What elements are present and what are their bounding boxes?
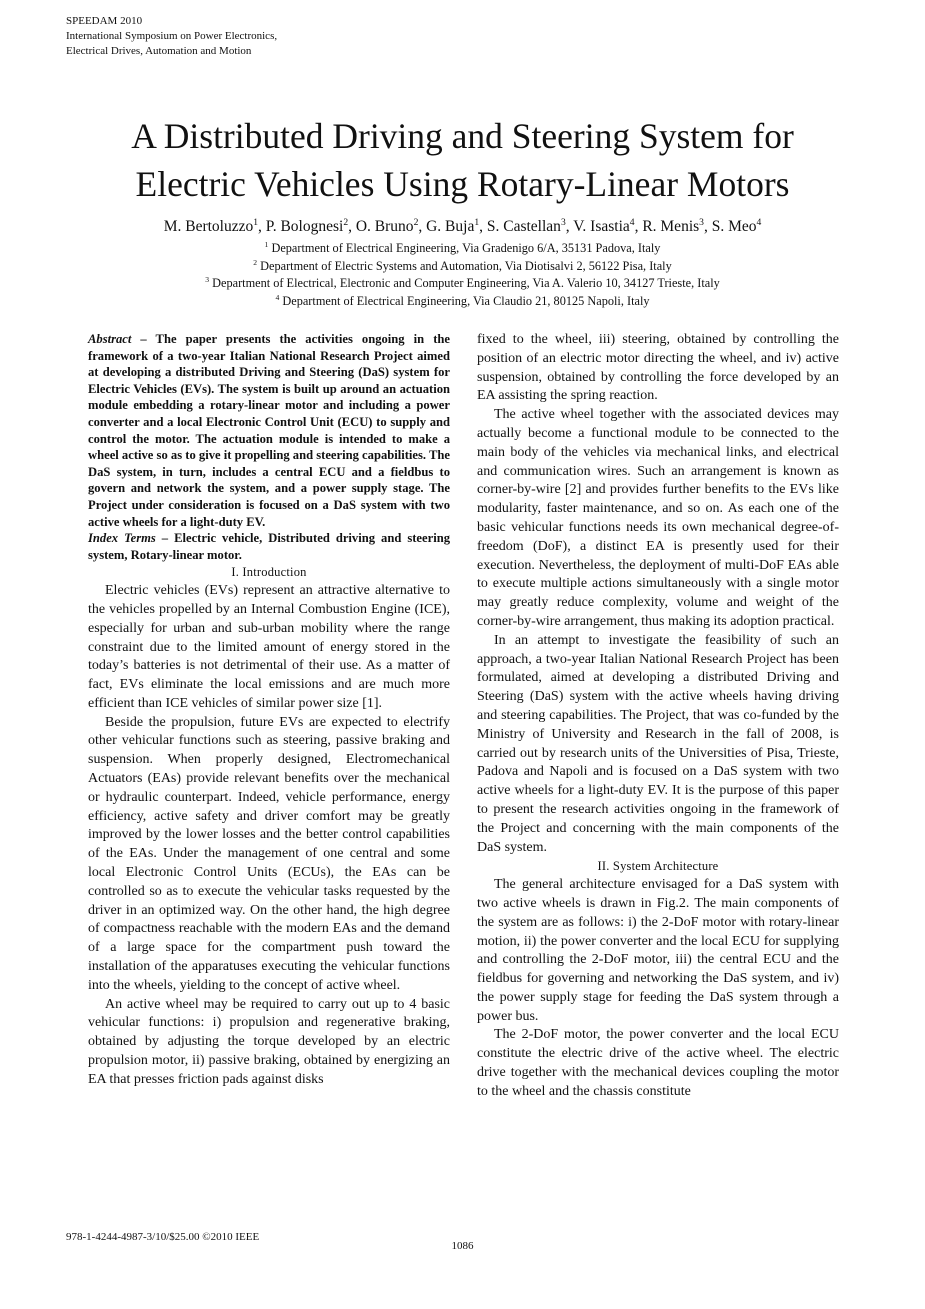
paragraph: The 2-DoF motor, the power converter and the local ECU constitute the electric drive of the active wheel. The electric drive together with the mechanical devices coupling the motor to the wheel and the chassis constitute — [477, 1027, 839, 1099]
author: V. Isastia$^4$ — [573, 216, 635, 235]
paragraph: The active wheel together with the associated devices may actually become a functional module to be connected to the main body of the vehicles via mechanical links, and electrical and communication wires. Such an arrangement is known as corner-by-wire [2] and provides further benefits to the EVs like modularity, faster maintenance, and so on. As each one of the basic vehicular functions needs its own mechanical degree-of-freedom (DoF), a distinct EA is presently used for their execution. Nevertheless, the deployment of multi-DoF EAs able to execute multiple actions simultaneously with a single motor may greatly reduce complexity, volume and weight of the corner-by-wire arrangement, thus making its adoption practical. — [477, 407, 839, 629]
affiliation: $^4$ Department of Electrical Engineering, Via Claudio 21, 80125 Napoli, Italy — [275, 292, 650, 308]
author: O. Bruno$^2$ — [355, 216, 419, 235]
index-terms-body: – Electric vehicle, Distributed driving and steering system, Rotary-linear motor. — [88, 531, 450, 562]
paragraph: Electric vehicles (EVs) represent an attractive alternative to the vehicles propelled by an Internal Combustion Engine (ICE), especially for urban and sub-urban mobility where the range constraint due to the limited amount of energy stored in the today’s batteries is not detrimental of their use. As a matter of fact, EVs eliminate the local emissions and are much more efficient than ICE vehicles of similar power size [1]. — [88, 583, 450, 711]
title-line-1: A Distributed Driving and Steering System for — [131, 116, 794, 156]
index-terms — [88, 530, 450, 563]
section-heading-introduction: I. Introduction — [231, 565, 307, 580]
abstract-body: – The paper presents the activities ongoing in the framework of a two-year Italian National Research Project aimed at developing a distributed Driving and Steering (DaS) system for Electric Vehicles (EVs). The system is built up around an actuation module embedding a rotary-linear motor and including a power converter and a local Electronic Control Unit (ECU) to supply and control the motor. The actuation module is intended to make a wheel active so as to give it propelling and steering capabilities. The DaS system, in turn, includes a central ECU and a fieldbus to govern and network the system, and a power supply stage. The Project under consideration is focused on a DaS system with two active wheels for a light-duty EV. — [88, 332, 450, 529]
author-list: M. Bertoluzzo$^1$, P. Bolognesi$^2$, O. Bruno$^2$, G. Buja$^1$, S. Castellan$^3$, V. Isastia$^4$, R. Menis$^3$, S. Meo$^4$ — [163, 216, 762, 235]
right-column — [477, 331, 839, 1102]
affiliation: $^1$ Department of Electrical Engineering, Via Gradenigo 6/A, 35131 Padova, Italy — [264, 239, 661, 255]
paper-title — [0, 112, 925, 208]
section-heading-system-architecture: II. System Architecture — [597, 859, 719, 874]
title-line-2: Electric Vehicles Using Rotary-Linear Motors — [135, 164, 790, 204]
left-column — [88, 331, 450, 1090]
affiliation: $^3$ Department of Electrical, Electronic and Computer Engineering, Via A. Valerio 10, 34127 Trieste, Italy — [205, 274, 720, 290]
author: R. Menis$^3$ — [642, 216, 704, 235]
paragraph: An active wheel may be required to carry out up to 4 basic vehicular functions: i) propulsion and regenerative braking, obtained by adjusting the torque developed by an electric propulsion motor, ii) passive braking, obtained by energizing an EA that presses friction pads against disks — [88, 996, 450, 1087]
abstract-heading: Abstract — [88, 332, 132, 346]
paragraph: The general architecture envisaged for a DaS system with two active wheels is drawn in Fig.2. The main components of the system are as follows: i) the 2-DoF motor with rotary-linear motion, ii) the power converter and the local ECU for supplying and controlling the 2-DoF motor, iii) the central ECU and the fieldbus for governing and networking the DaS system, and iv) the power supply stage for feeding the DaS system through a power bus. — [477, 877, 839, 1024]
paragraph-continuation: fixed to the wheel, iii) steering, obtained by controlling the position of an electric motor directing the wheel, and iv) active suspension, obtained by controlling the force developed by an EA assisting the spring reaction. — [477, 332, 839, 404]
copyright-notice: 978-1-4244-4987-3/10/$25.00 ©2010 IEEE — [66, 1231, 260, 1243]
conference-line-2: International Symposium on Power Electronics, — [66, 30, 278, 42]
conference-name: SPEEDAM 2010 — [66, 15, 143, 27]
conference-line-3: Electrical Drives, Automation and Motion — [66, 45, 252, 57]
author: P. Bolognesi$^2$ — [265, 216, 349, 235]
abstract — [88, 331, 450, 530]
conference-header — [66, 14, 277, 59]
author: M. Bertoluzzo$^1$ — [163, 216, 259, 235]
affiliation-list — [0, 240, 925, 310]
page-number: 1086 — [451, 1240, 474, 1252]
author: S. Castellan$^3$ — [486, 216, 566, 235]
paragraph: In an attempt to investigate the feasibility of such an approach, a two-year Italian National Research Project has been formulated, aimed at developing a distributed Driving and Steering (DaS) system with the active wheels having driving and steering capabilities. The Project, that was co-funded by the Ministry of University and Research in the fall of 2008, is carried out by research units of the Universities of Pisa, Trieste, Padova and Napoli and is focused on a DaS system with two active wheels for a light-duty EV. It is the purpose of this paper to present the research activities ongoing in the framework of the Project and concerning with the main components of the DaS system. — [477, 632, 839, 855]
index-terms-heading: Index Terms — [88, 531, 156, 546]
author: S. Meo$^4$ — [711, 216, 762, 235]
author: G. Buja$^1$ — [426, 216, 480, 235]
affiliation: $^2$ Department of Electric Systems and Automation, Via Diotisalvi 2, 56122 Pisa, Italy — [253, 257, 672, 273]
paragraph: Beside the propulsion, future EVs are expected to electrify other vehicular functions such as steering, passive braking and suspension. When properly designed, Electromechanical Actuators (EAs) provide relevant benefits over the mechanical or hydraulic counterpart. Indeed, vehicle performance, energy efficiency, active safety and driver comfort may be greatly improved by the lower losses and the better control capabilities of the EAs. Under the management of one central and some local Electronic Control Units (ECUs), the EAs can be controlled so as to execute the vehicular tasks requested by the driver in an optimized way. On the other hand, the high degree of compactness reachable with the modern EAs and the demand of a large space for the compartment push toward the installation of the apparatuses executing the vehicular functions into the wheels, yielding to the concept of active wheel. — [88, 714, 450, 993]
